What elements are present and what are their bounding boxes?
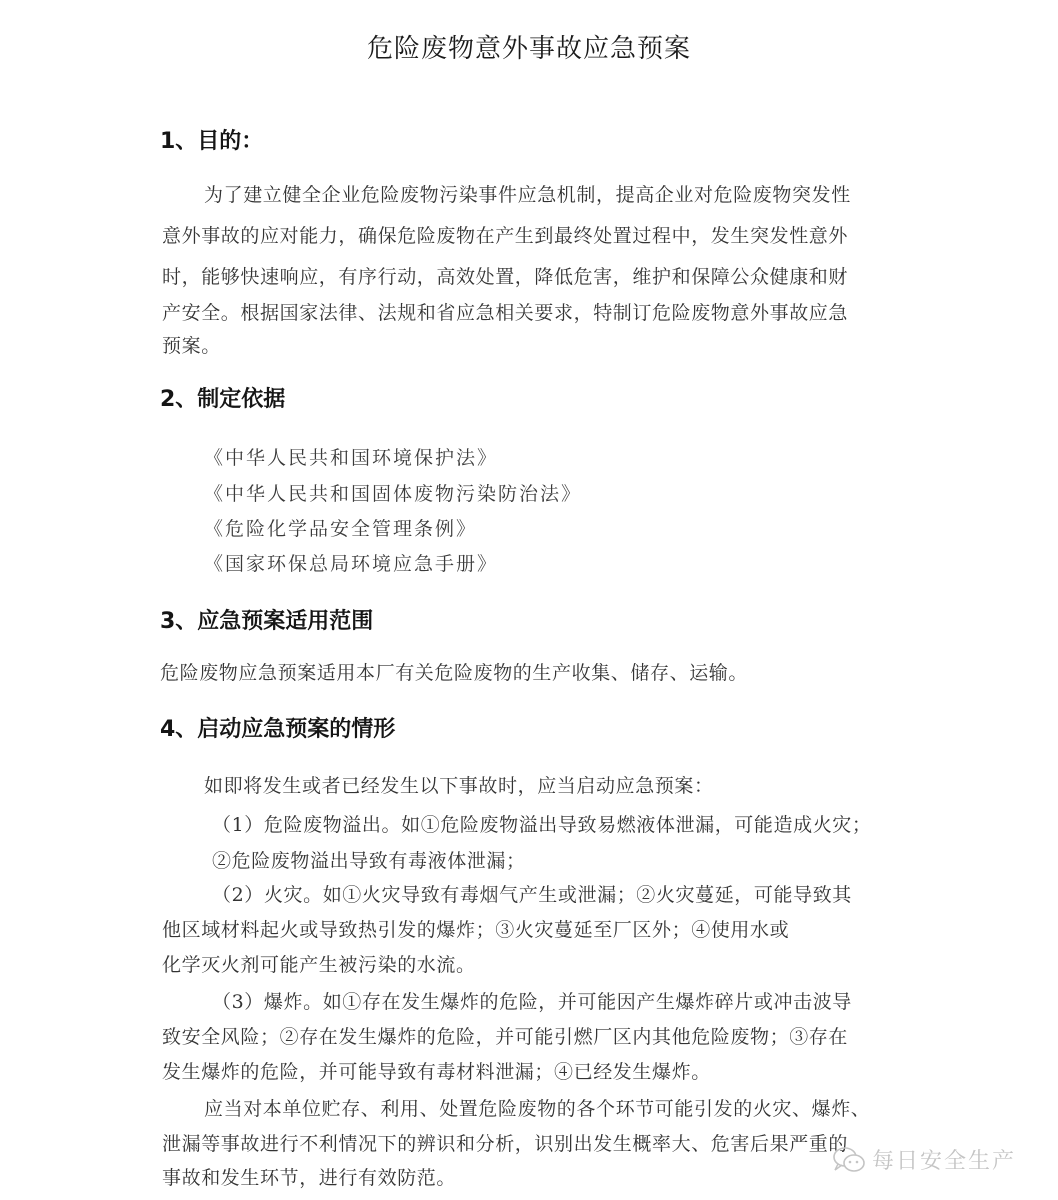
- paragraph-line: （2）火灾。如①火灾导致有毒烟气产生或泄漏；②火灾蔓延，可能导致其: [212, 884, 852, 906]
- section-heading-scope: 3、应急预案适用范围: [160, 609, 374, 634]
- section-heading-triggers: 4、启动应急预案的情形: [160, 717, 396, 742]
- paragraph-line: 他区域材料起火或导致热引发的爆炸；③火灾蔓延至厂区外；④使用水或: [162, 919, 790, 941]
- paragraph-line: 化学灭火剂可能产生被污染的水流。: [162, 954, 476, 976]
- paragraph-line: 应当对本单位贮存、利用、处置危险废物的各个环节可能引发的火灾、爆炸、: [204, 1098, 871, 1120]
- paragraph-line: 事故和发生环节，进行有效防范。: [162, 1167, 457, 1189]
- paragraph-line: 产安全。根据国家法律、法规和省应急相关要求，特制订危险废物意外事故应急: [162, 302, 849, 324]
- section-heading-basis: 2、制定依据: [160, 387, 286, 412]
- paragraph-line: ②危险废物溢出导致有毒液体泄漏；: [212, 850, 526, 872]
- reference-item: 《中华人民共和国环境保护法》: [204, 447, 499, 469]
- reference-item: 《国家环保总局环境应急手册》: [204, 553, 499, 575]
- watermark: [832, 1144, 1016, 1175]
- section-heading-purpose: 1、目的：: [160, 129, 264, 154]
- paragraph-line: 致安全风险；②存在发生爆炸的危险，并可能引燃厂区内其他危险废物；③存在: [162, 1026, 849, 1048]
- paragraph-line: 如即将发生或者已经发生以下事故时，应当启动应急预案：: [204, 775, 714, 797]
- paragraph-line: 预案。: [162, 335, 221, 357]
- wechat-icon: [832, 1146, 866, 1174]
- paragraph-line: （3）爆炸。如①存在发生爆炸的危险，并可能因产生爆炸碎片或冲击波导: [212, 991, 852, 1013]
- reference-item: 《中华人民共和国固体废物污染防治法》: [204, 483, 583, 505]
- document-title: 危险废物意外事故应急预案: [366, 34, 691, 64]
- paragraph-line: 发生爆炸的危险，并可能导致有毒材料泄漏；④已经发生爆炸。: [162, 1061, 711, 1083]
- paragraph-line: 为了建立健全企业危险废物污染事件应急机制，提高企业对危险废物突发性: [204, 184, 851, 206]
- reference-item: 《危险化学品安全管理条例》: [204, 518, 478, 540]
- paragraph-line: 危险废物应急预案适用本厂有关危险废物的生产收集、储存、运输。: [160, 662, 749, 684]
- paragraph-line: 泄漏等事故进行不利情况下的辨识和分析，识别出发生概率大、危害后果严重的: [162, 1133, 849, 1155]
- paragraph-line: 意外事故的应对能力，确保危险废物在产生到最终处置过程中，发生突发性意外: [162, 225, 849, 247]
- paragraph-line: 时，能够快速响应，有序行动，高效处置，降低危害，维护和保障公众健康和财: [162, 266, 849, 288]
- paragraph-line: （1）危险废物溢出。如①危险废物溢出导致易燃液体泄漏，可能造成火灾；: [212, 814, 872, 836]
- watermark-text: 每日安全生产: [872, 1149, 1017, 1174]
